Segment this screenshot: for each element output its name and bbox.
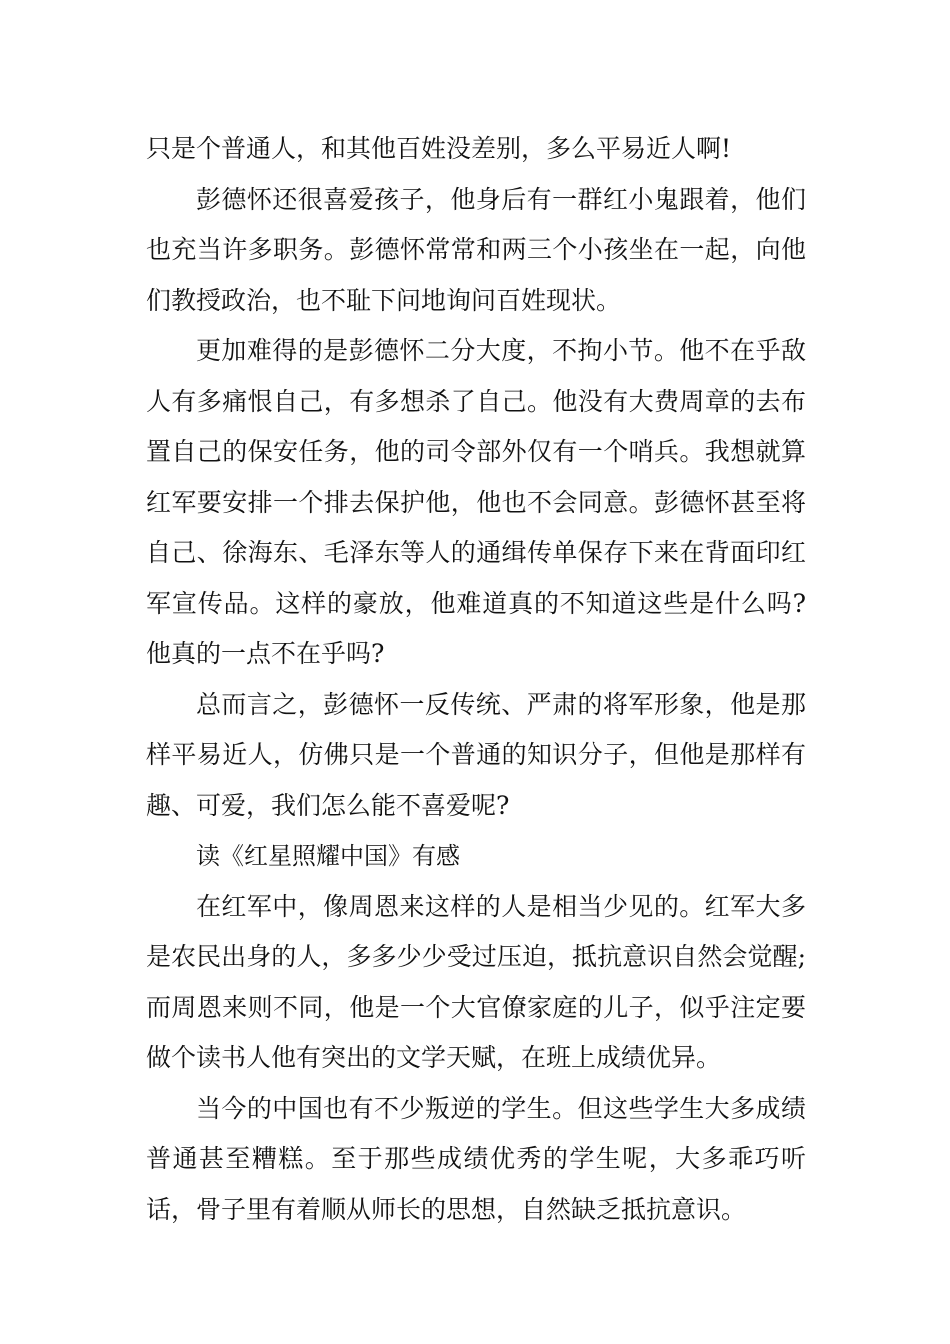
paragraph-continuation: 只是个普通人，和其他百姓没差别，多么平易近人啊! [146,134,732,163]
section-heading: 读《红星照耀中国》有感 [196,842,460,870]
paragraph-conclusion: 总而言之，彭德怀一反传统、严肃的将军形象，他是那样平易近人，仿佛只是一个普通的知识分子，但他是那样有趣、可爱，我们怎么能不喜爱呢? [146,689,806,820]
paragraph-students: 当今的中国也有不少叛逆的学生。但这些学生大多成绩普通甚至糟糕。至于那些成绩优秀的学生呢，大多乖巧听话，骨子里有着顺从师长的思想，自然缺乏抵抗意识。 [146,1093,806,1224]
paragraph-magnanimity: 更加难得的是彭德怀二分大度，不拘小节。他不在乎敌人有多痛恨自己，有多想杀了自己。他没有大费周章的去布置自己的保安任务，他的司令部外仅有一个哨兵。我想就算红军要安排一个排去保护他，他也不会同意。彭德怀甚至将自己、徐海东、毛泽东等人的通缉传单保存下来在背面印红军宣传品。这样的豪放，他难道真的不知道这些是什么吗?他真的一点不在乎吗? [146,336,806,668]
document-body [146,124,806,1235]
paragraph-children: 彭德怀还很喜爱孩子，他身后有一群红小鬼跟着，他们也充当许多职务。彭德怀常常和两三个小孩坐在一起，向他们教授政治，也不耻下问地询问百姓现状。 [146,184,806,315]
paragraph-zhou-enlai: 在红军中，像周恩来这样的人是相当少见的。红军大多是农民出身的人，多多少少受过压迫，抵抗意识自然会觉醒;而周恩来则不同，他是一个大官僚家庭的儿子，似乎注定要做个读书人他有突出的文学天赋，在班上成绩优异。 [146,891,806,1072]
